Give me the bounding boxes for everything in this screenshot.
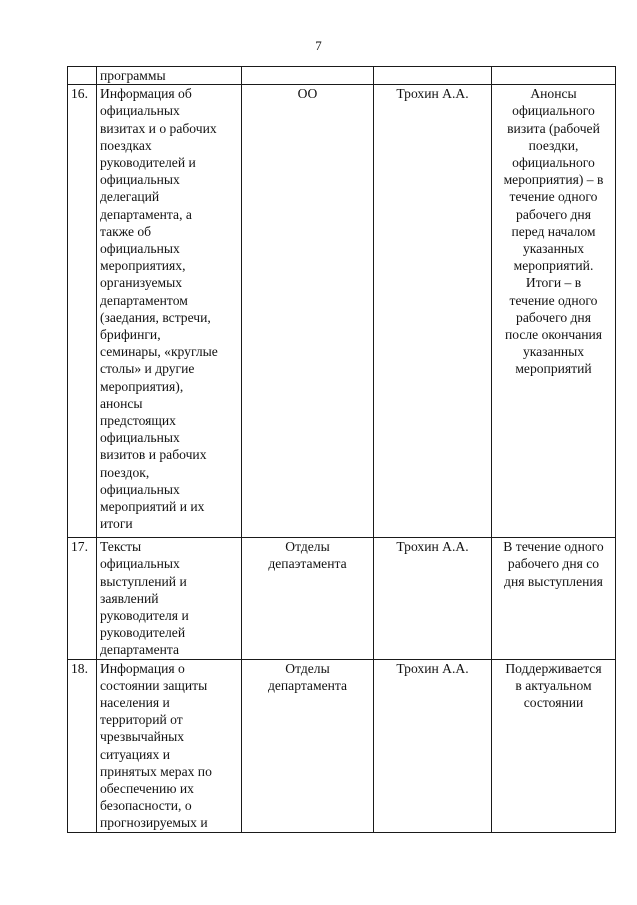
row-number-cell: 16. [68, 85, 97, 538]
responsible-unit-cell [242, 67, 374, 85]
info-name-cell: программы [97, 67, 242, 85]
table-row [68, 67, 616, 85]
term-cell: Анонсы официального визита (рабочей поездки, официального мероприятия) – в течение одного рабочего дня перед началом указанных мероприятий. Итоги – в течение одного рабочего дня после окончания указанных мероприятий [492, 85, 616, 538]
contact-person-cell: Трохин А.А. [374, 538, 492, 659]
table-row [68, 538, 616, 659]
contact-person-cell [374, 67, 492, 85]
responsible-unit-cell: ОО [242, 85, 374, 538]
contact-person-cell: Трохин А.А. [374, 659, 492, 832]
document-table [67, 66, 616, 833]
term-cell: Поддерживается в актуальном состоянии [492, 659, 616, 832]
row-number-cell: 17. [68, 538, 97, 659]
page-number: 7 [315, 38, 322, 53]
responsible-unit-cell: Отделы депаэтамента [242, 538, 374, 659]
info-name-cell: Информация об официальных визитах и о рабочих поездках руководителей и официальных делегаций департамента, а также об официальных мероприятиях, организуемых департаментом (заедания, встречи, брифинги, семинары, «круглые столы» и другие мероприятия), анонсы предстоящих официальных визитов и рабочих поездок, официальных мероприятий и их итоги [97, 85, 242, 538]
row-number-cell: 18. [68, 659, 97, 832]
contact-person-cell: Трохин А.А. [374, 85, 492, 538]
term-cell [492, 67, 616, 85]
info-name-cell: Информация о состоянии защиты населения и территорий от чрезвычайных ситуациях и принятых мерах по обеспечению их безопасности, о прогнозируемых и [97, 659, 242, 832]
info-name-cell: Тексты официальных выступлений и заявлений руководителя и руководителей департамента [97, 538, 242, 659]
term-cell: В течение одного рабочего дня со дня выступления [492, 538, 616, 659]
table-row [68, 659, 616, 832]
table-row [68, 85, 616, 538]
responsible-unit-cell: Отделы департамента [242, 659, 374, 832]
row-number-cell [68, 67, 97, 85]
